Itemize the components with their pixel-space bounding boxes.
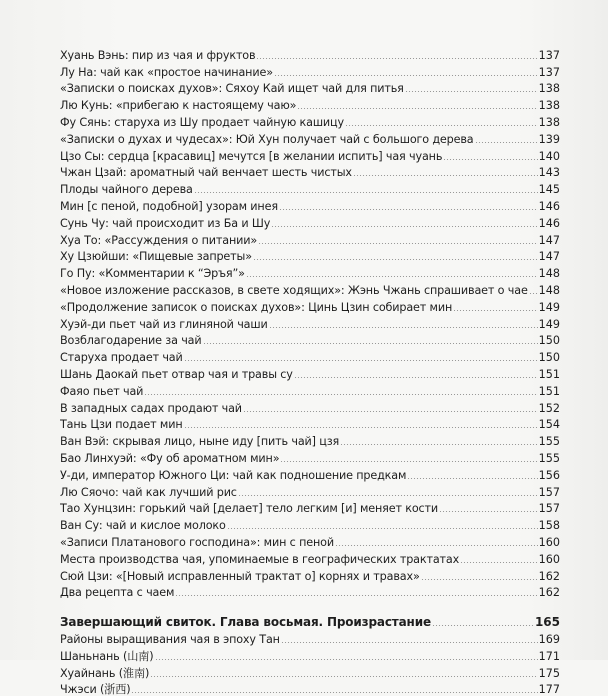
toc-entry[interactable] xyxy=(60,280,560,297)
toc-entry-title: У-ди, император Южного Ци: чай как подношение предкам xyxy=(60,468,407,482)
leader-dots xyxy=(184,427,538,428)
toc-entry-page-number: 146 xyxy=(538,216,560,230)
leader-dots xyxy=(150,676,537,677)
toc-entry-page-number: 145 xyxy=(538,183,560,197)
leader-dots xyxy=(238,495,538,496)
toc-entry-page-number: 169 xyxy=(538,633,560,647)
toc-entry-page-number: 154 xyxy=(538,418,560,432)
toc-entry-page-number: 171 xyxy=(538,649,560,663)
toc-entry-title: Сунь Чу: чай происходит из Ба и Шу xyxy=(60,216,271,230)
toc-entry[interactable] xyxy=(60,532,560,549)
leader-dots xyxy=(353,175,538,176)
leader-dots xyxy=(439,511,538,512)
toc-entry[interactable] xyxy=(60,213,560,230)
toc-entry-page-number: 138 xyxy=(538,115,560,129)
leader-dots xyxy=(258,243,538,244)
leader-dots xyxy=(246,276,538,277)
toc-entry-title: Тао Хунцзин: горький чай [делает] тело легким [и] меняет кости xyxy=(60,502,439,516)
toc-entry-page-number: 148 xyxy=(538,283,560,297)
toc-entry-title: «Записки о духах и чудесах»: Юй Хун получает чай с большого дерева xyxy=(60,132,474,146)
toc-entry-page-number: 152 xyxy=(538,401,560,415)
toc-entry[interactable] xyxy=(60,95,560,112)
toc-entry-title: Бао Линхуэй: «Фу об ароматном мин» xyxy=(60,451,280,465)
toc-entry-page-number: 150 xyxy=(538,351,560,365)
toc-entry-title: Лю Сяочо: чай как лучший рис xyxy=(60,485,237,499)
toc-entry-title: «Новое изложение рассказов, в свете ходящих»: Жэнь Чжань спрашивает о чае xyxy=(60,283,528,297)
toc-entry-title: Шаньнань (山南) xyxy=(60,649,154,663)
toc-entry-title: Хуэй-ди пьет чай из глиняной чаши xyxy=(60,317,268,331)
leader-dots xyxy=(432,625,534,626)
toc-entry-title: Хуайнань (淮南) xyxy=(60,666,150,680)
toc-entry-title: Чжэси (浙西) xyxy=(60,683,131,696)
leader-dots xyxy=(203,343,538,344)
toc-entry-page-number: 148 xyxy=(538,267,560,281)
toc-entry-page-number: 157 xyxy=(538,485,560,499)
leader-dots xyxy=(281,642,538,643)
toc-entry[interactable] xyxy=(60,663,560,680)
toc-entry-title: Старуха продает чай xyxy=(60,351,183,365)
toc-entry[interactable] xyxy=(60,62,560,79)
toc-entry-page-number: 149 xyxy=(538,317,560,331)
leader-dots xyxy=(256,58,537,59)
leader-dots xyxy=(280,461,537,462)
toc-entry[interactable] xyxy=(60,398,560,415)
toc-entry-title: Фаяо пьет чай xyxy=(60,384,144,398)
toc-entry-page-number: 143 xyxy=(538,166,560,180)
toc-entry[interactable] xyxy=(60,549,560,566)
toc-entry-title: Места производства чая, упоминаемые в географических трактатах xyxy=(60,552,460,566)
leader-dots xyxy=(175,595,537,596)
chapter-heading[interactable] xyxy=(60,611,560,629)
leader-dots xyxy=(475,142,538,143)
toc-entry-page-number: 157 xyxy=(538,502,560,516)
toc-entry-page-number: 138 xyxy=(538,99,560,113)
leader-dots xyxy=(453,310,538,311)
toc-entry-page-number: 139 xyxy=(538,132,560,146)
toc-entry-page-number: 177 xyxy=(538,683,560,696)
toc-entry[interactable] xyxy=(60,196,560,213)
leader-dots xyxy=(407,478,537,479)
leader-dots xyxy=(274,75,538,76)
toc-entry-title: В западных садах продают чай xyxy=(60,401,242,415)
leader-dots xyxy=(184,360,538,361)
toc-entry-page-number: 147 xyxy=(538,233,560,247)
toc-entry-page-number: 150 xyxy=(538,334,560,348)
toc-entry-title: Ху Цзюйши: «Пищевые запреты» xyxy=(60,250,252,264)
toc-entry-title: Чжан Цзай: ароматный чай венчает шесть чистых xyxy=(60,166,352,180)
toc-entries xyxy=(60,45,560,599)
toc-entry[interactable] xyxy=(60,499,560,516)
toc-entry[interactable] xyxy=(60,381,560,398)
leader-dots xyxy=(460,562,538,563)
toc-entry[interactable] xyxy=(60,297,560,314)
toc-entry-title: Лю Кунь: «прибегаю к настоящему чаю» xyxy=(60,99,297,113)
toc-entry-page-number: 160 xyxy=(538,552,560,566)
toc-entry-title: Фу Сянь: старуха из Шу продает чайную кашицу xyxy=(60,115,344,129)
toc-entry[interactable] xyxy=(60,263,560,280)
leader-dots xyxy=(269,327,538,328)
toc-entry-page-number: 162 xyxy=(538,569,560,583)
toc-entry-title: Шань Даокай пьет отвар чая и травы су xyxy=(60,367,293,381)
toc-entry-title: Хуань Вэнь: пир из чая и фруктов xyxy=(60,48,256,62)
toc-entry[interactable] xyxy=(60,629,560,646)
toc-entry-page-number: 137 xyxy=(538,65,560,79)
toc-entry-title: «Записки о поисках духов»: Сяхоу Кай ищет чай для питья xyxy=(60,82,404,96)
leader-dots xyxy=(294,377,538,378)
toc-entry-page-number: 156 xyxy=(538,468,560,482)
toc-entry[interactable] xyxy=(60,45,560,62)
toc-entry[interactable] xyxy=(60,566,560,583)
toc-entry[interactable] xyxy=(60,331,560,348)
toc-entry-page-number: 158 xyxy=(538,519,560,533)
toc-entry[interactable] xyxy=(60,79,560,96)
toc-entry-page-number: 147 xyxy=(538,250,560,264)
toc-entry-page-number: 138 xyxy=(538,82,560,96)
toc-entry[interactable] xyxy=(60,179,560,196)
toc-entry[interactable] xyxy=(60,448,560,465)
leader-dots xyxy=(421,579,538,580)
table-of-contents xyxy=(60,45,560,696)
toc-entry-page-number: 151 xyxy=(538,367,560,381)
chapter-entries xyxy=(60,629,560,696)
chapter-page-number: 165 xyxy=(534,615,560,630)
toc-entry-title: Плоды чайного дерева xyxy=(60,183,193,197)
toc-entry-title: Два рецепта с чаем xyxy=(60,586,175,600)
toc-entry-title: Ван Вэй: скрывая лицо, ныне иду [пить чай] цзя xyxy=(60,435,340,449)
toc-entry[interactable] xyxy=(60,146,560,163)
toc-entry[interactable] xyxy=(60,465,560,482)
toc-entry-title: «Продолжение записок о поисках духов»: Цинь Цзин собирает мин xyxy=(60,300,453,314)
toc-entry[interactable] xyxy=(60,415,560,432)
leader-dots xyxy=(335,545,538,546)
toc-entry-page-number: 140 xyxy=(538,149,560,163)
toc-entry-page-number: 149 xyxy=(538,300,560,314)
chapter-title: Завершающий свиток. Глава восьмая. Произрастание xyxy=(60,616,431,630)
toc-entry-title: «Записи Платанового господина»: мин с пеной xyxy=(60,535,334,549)
leader-dots xyxy=(340,444,538,445)
toc-entry-page-number: 146 xyxy=(538,199,560,213)
leader-dots xyxy=(345,125,538,126)
toc-entry[interactable] xyxy=(60,515,560,532)
leader-dots xyxy=(227,528,538,529)
leader-dots xyxy=(297,108,537,109)
toc-entry[interactable] xyxy=(60,482,560,499)
toc-entry-title: Мин [с пеной, подобной] узорам инея xyxy=(60,199,278,213)
toc-entry-title: Сюй Цзи: «[Новый исправленный трактат о] корнях и травах» xyxy=(60,569,420,583)
toc-entry[interactable] xyxy=(60,646,560,663)
toc-entry-title: Районы выращивания чая в эпоху Тан xyxy=(60,633,280,647)
toc-entry[interactable] xyxy=(60,230,560,247)
toc-entry[interactable] xyxy=(60,680,560,696)
toc-entry[interactable] xyxy=(60,112,560,129)
toc-entry[interactable] xyxy=(60,247,560,264)
toc-entry[interactable] xyxy=(60,163,560,180)
leader-dots xyxy=(131,692,537,693)
toc-entry-page-number: 137 xyxy=(538,48,560,62)
toc-entry[interactable] xyxy=(60,583,560,600)
toc-entry-title: Го Пу: «Комментарии к “Эръя”» xyxy=(60,267,245,281)
toc-entry-page-number: 151 xyxy=(538,384,560,398)
toc-entry[interactable] xyxy=(60,129,560,146)
toc-entry[interactable] xyxy=(60,431,560,448)
leader-dots xyxy=(243,411,538,412)
toc-entry-title: Тань Цзи подает мин xyxy=(60,418,183,432)
toc-entry-page-number: 155 xyxy=(538,435,560,449)
leader-dots xyxy=(279,209,538,210)
leader-dots xyxy=(194,192,538,193)
leader-dots xyxy=(443,159,537,160)
toc-entry[interactable] xyxy=(60,347,560,364)
leader-dots xyxy=(271,226,537,227)
leader-dots xyxy=(405,91,538,92)
toc-entry-title: Ван Су: чай и кислое молоко xyxy=(60,519,226,533)
toc-entry-page-number: 160 xyxy=(538,535,560,549)
toc-entry-title: Возблагодарение за чай xyxy=(60,334,202,348)
toc-entry-title: Хуа То: «Рассуждения о питании» xyxy=(60,233,258,247)
leader-dots xyxy=(529,293,538,294)
leader-dots xyxy=(144,394,537,395)
toc-entry[interactable] xyxy=(60,314,560,331)
toc-entry-page-number: 162 xyxy=(538,586,560,600)
toc-entry-title: Цзо Сы: сердца [красавиц] мечутся [в желании испить] чая чуань xyxy=(60,149,443,163)
toc-entry-title: Лу На: чай как «простое начинание» xyxy=(60,65,273,79)
leader-dots xyxy=(253,259,538,260)
toc-entry-page-number: 155 xyxy=(538,451,560,465)
toc-entry[interactable] xyxy=(60,364,560,381)
toc-entry-page-number: 175 xyxy=(538,666,560,680)
